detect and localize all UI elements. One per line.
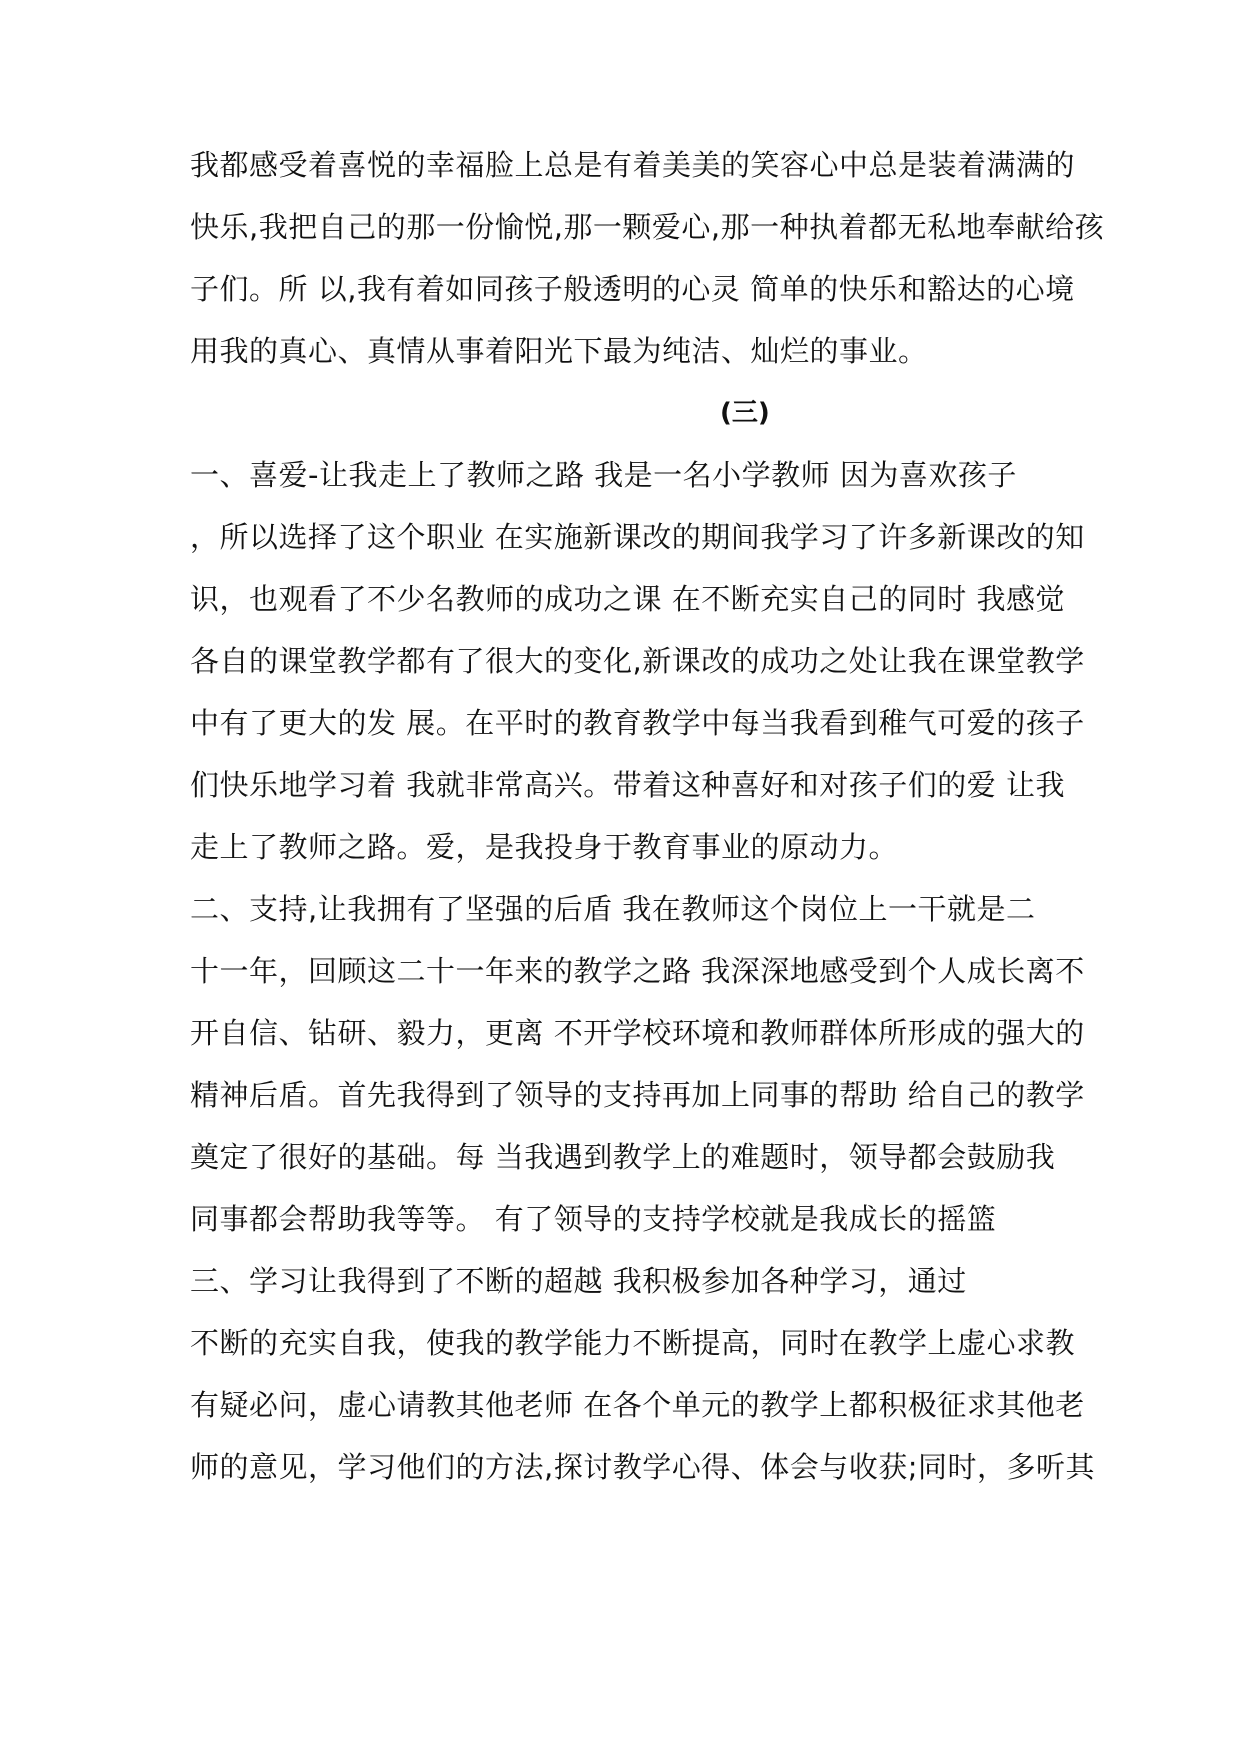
paragraph-line: 三、学习让我得到了不断的超越 我积极参加各种学习，通过 bbox=[190, 1264, 967, 1298]
paragraph-line: 我都感受着喜悦的幸福脸上总是有着美美的笑容心中总是装着满满的 bbox=[190, 148, 1076, 182]
paragraph-line: 有疑必问，虚心请教其他老师 在各个单元的教学上都积极征求其他老 bbox=[190, 1388, 1085, 1422]
paragraph-line: 一、喜爱-让我走上了教师之路 我是一名小学教师 因为喜欢孩子 bbox=[190, 458, 1017, 492]
paragraph-line: 同事都会帮助我等等。 有了领导的支持学校就是我成长的摇篮 bbox=[190, 1202, 997, 1236]
paragraph-line: 子们。所 以,我有着如同孩子般透明的心灵 简单的快乐和豁达的心境 bbox=[190, 272, 1075, 306]
paragraph-line: 不断的充实自我，使我的教学能力不断提高，同时在教学上虚心求教 bbox=[190, 1326, 1076, 1360]
paragraph-line: 走上了教师之路。爱，是我投身于教育事业的原动力。 bbox=[190, 830, 899, 864]
paragraph-line: 快乐,我把自己的那一份愉悦,那一颗爱心,那一种执着都无私地奉献给孩 bbox=[190, 210, 1105, 244]
paragraph-line: 十一年，回顾这二十一年来的教学之路 我深深地感受到个人成长离不 bbox=[190, 954, 1085, 988]
paragraph-line: 中有了更大的发 展。在平时的教育教学中每当我看到稚气可爱的孩子 bbox=[190, 706, 1085, 740]
paragraph-line: 奠定了很好的基础。每 当我遇到教学上的难题时，领导都会鼓励我 bbox=[190, 1140, 1056, 1174]
paragraph-line: 二、支持,让我拥有了坚强的后盾 我在教师这个岗位上一干就是二 bbox=[190, 892, 1036, 926]
paragraph-line: 精神后盾。首先我得到了领导的支持再加上同事的帮助 给自己的教学 bbox=[190, 1078, 1085, 1112]
paragraph-line: ，所以选择了这个职业 在实施新课改的期间我学习了许多新课改的知 bbox=[190, 520, 1085, 554]
paragraph-line: 们快乐地学习着 我就非常高兴。带着这种喜好和对孩子们的爱 让我 bbox=[190, 768, 1065, 802]
paragraph-line: 开自信、钻研、毅力，更离 不开学校环境和教师群体所形成的强大的 bbox=[190, 1016, 1085, 1050]
paragraph-line: 用我的真心、真情从事着阳光下最为纯洁、灿烂的事业。 bbox=[190, 334, 928, 368]
paragraph-line: 识，也观看了不少名教师的成功之课 在不断充实自己的同时 我感觉 bbox=[190, 582, 1065, 616]
paragraph-line: 各自的课堂教学都有了很大的变化,新课改的成功之处让我在课堂教学 bbox=[190, 644, 1085, 678]
paragraph-line: 师的意见，学习他们的方法,探讨教学心得、体会与收获;同时，多听其 bbox=[190, 1450, 1095, 1484]
section-heading: (三) bbox=[720, 398, 770, 428]
